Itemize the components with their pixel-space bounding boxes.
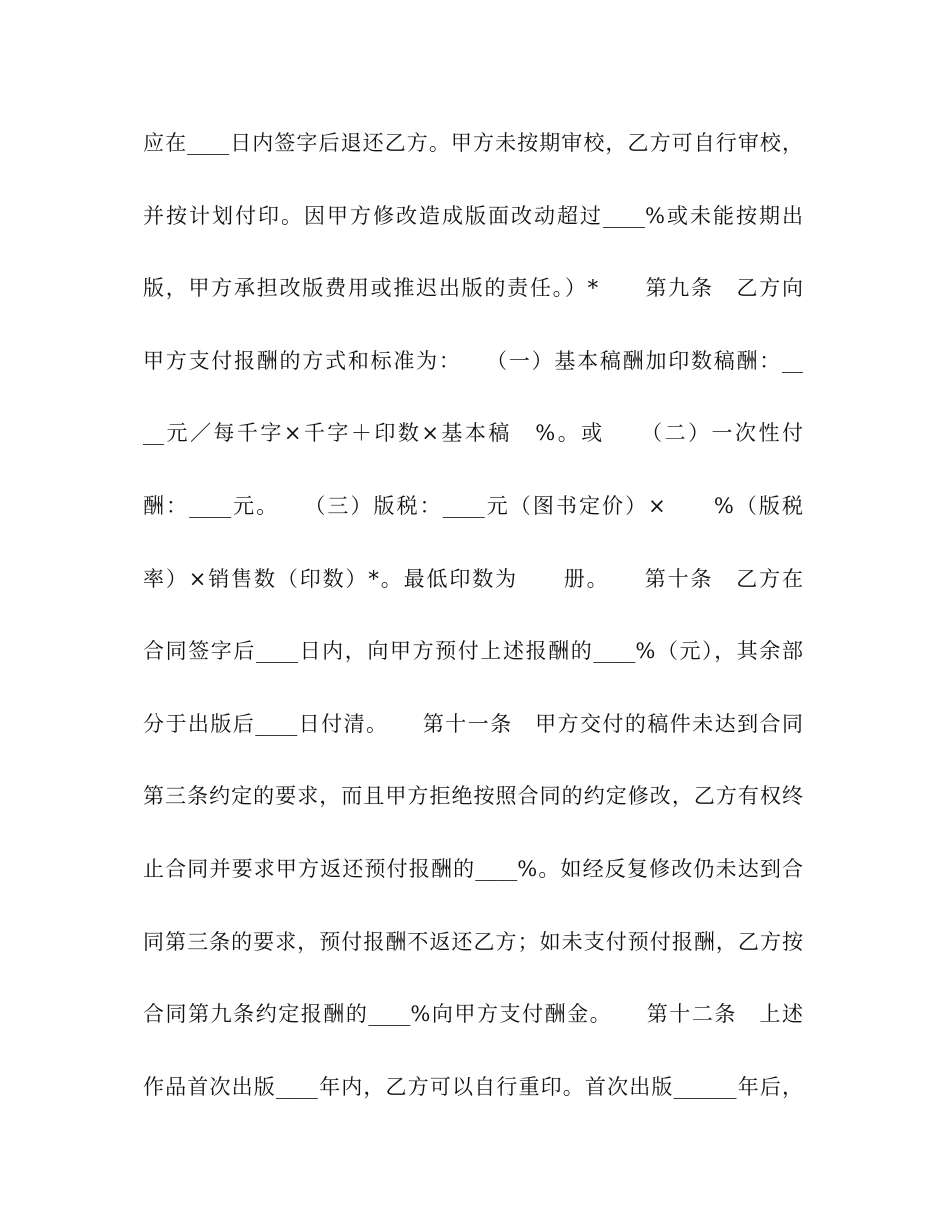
text-line: 酬：____元。 （三）版税：____元（图书定价）× %（版税 <box>143 493 803 518</box>
text-line: 作品首次出版____年内，乙方可以自行重印。首次出版______年后， <box>143 1074 803 1099</box>
text-line: 分于出版后____日付清。 第十一条 甲方交付的稿件未达到合同 <box>143 711 803 736</box>
text-line: __元／每千字×千字＋印数×基本稿 %。或 （二）一次性付 <box>143 421 803 446</box>
text-line: 第三条约定的要求，而且甲方拒绝按照合同的约定修改，乙方有权终 <box>143 784 803 809</box>
text-line: 应在____日内签字后退还乙方。甲方未按期审校，乙方可自行审校， <box>143 131 803 155</box>
text-line: 合同签字后____日内，向甲方预付上述报酬的____%（元），其余部 <box>143 639 803 664</box>
text-line: 版，甲方承担改版费用或推迟出版的责任。）* 第九条 乙方向 <box>143 276 803 301</box>
contract-text-block <box>143 121 803 1137</box>
text-line: 并按计划付印。因甲方修改造成版面改动超过____%或未能按期出 <box>143 203 803 228</box>
text-line: 止合同并要求甲方返还预付报酬的____%。如经反复修改仍未达到合 <box>143 856 803 881</box>
text-line: 合同第九条约定报酬的____%向甲方支付酬金。 第十二条 上述 <box>143 1002 803 1027</box>
text-line: 甲方支付报酬的方式和标准为： （一）基本稿酬加印数稿酬：__ <box>143 348 803 373</box>
text-line: 同第三条的要求，预付报酬不返还乙方；如未支付预付报酬，乙方按 <box>143 929 803 954</box>
text-line: 率）×销售数（印数）*。最低印数为 册。 第十条 乙方在 <box>143 566 803 591</box>
